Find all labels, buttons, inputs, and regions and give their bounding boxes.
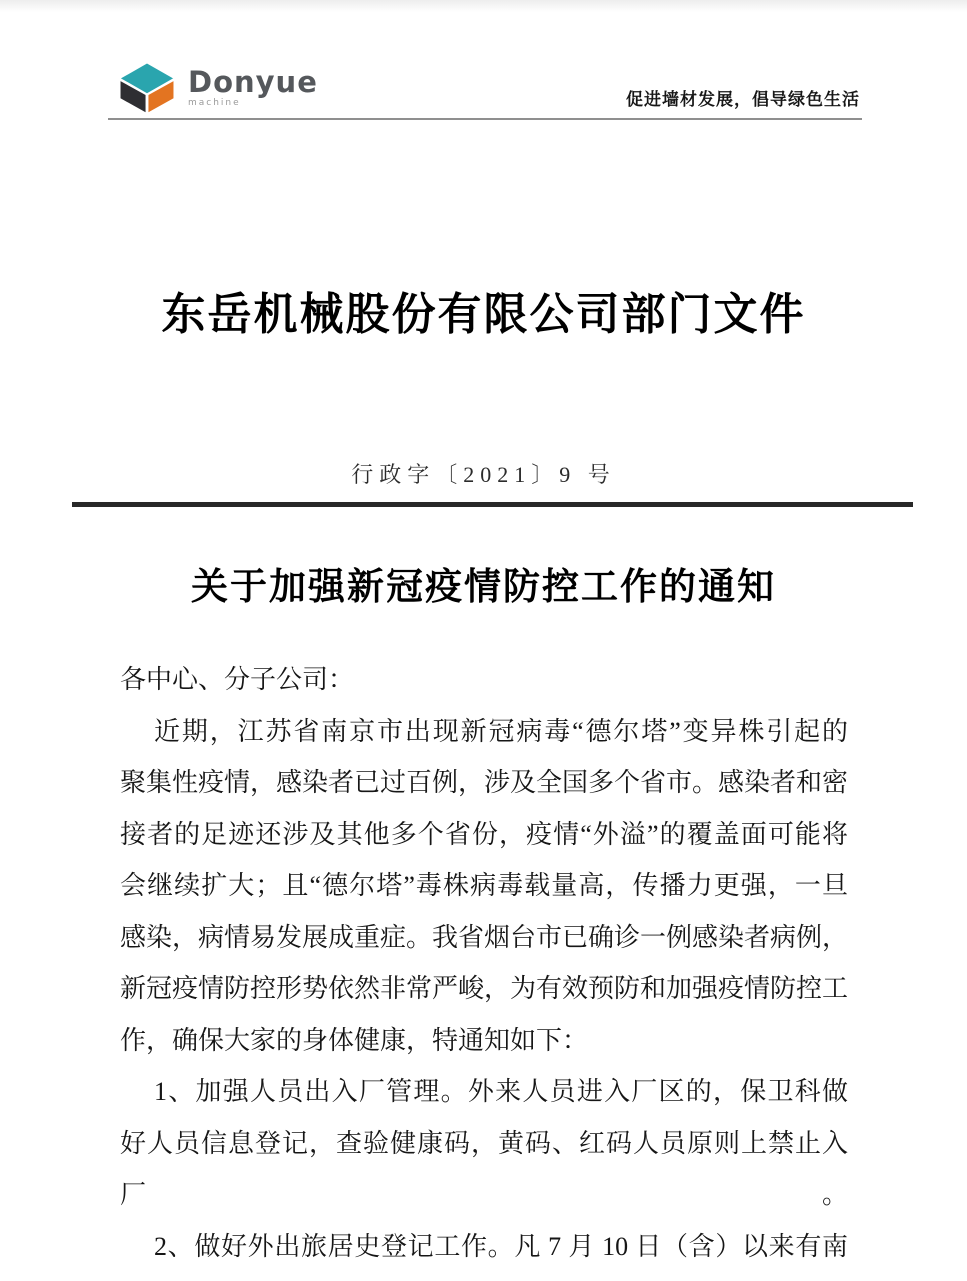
body-line: 接者的足迹还涉及其他多个省份，疫情“外溢”的覆盖面可能将 xyxy=(120,819,848,849)
brand-name: Donyue xyxy=(188,65,318,99)
body-line: 好人员信息登记，查验健康码，黄码、红码人员原则上禁止入厂。 xyxy=(120,1128,848,1209)
body-line-item-2: 2、做好外出旅居史登记工作。凡 7 月 10 日（含）以来有南 xyxy=(154,1231,848,1261)
header-slogan: 促进墙材发展，倡导绿色生活 xyxy=(626,90,860,109)
body-line: 会继续扩大；且“德尔塔”毒株病毒载量高，传播力更强，一旦 xyxy=(120,871,848,900)
body-line: 聚集性疫情，感染者已过百例，涉及全国多个省市。感染者和密 xyxy=(120,768,849,797)
body-line: 新冠疫情防控形势依然非常严峻，为有效预防和加强疫情防控工 xyxy=(120,974,849,1003)
body-line: 作，确保大家的身体健康，特通知如下： xyxy=(120,1025,589,1055)
notice-body xyxy=(120,654,848,1272)
brand-tagline: machine xyxy=(188,98,241,108)
scan-edge-shading xyxy=(0,0,967,12)
body-line: 感染，病情易发展成重症。我省烟台市已确诊一例感染者病例， xyxy=(120,922,849,952)
company-logo xyxy=(118,62,318,114)
letterhead-header xyxy=(108,58,862,120)
salutation-line: 各中心、分子公司： xyxy=(120,665,355,694)
notice-title: 关于加强新冠疫情防控工作的通知 xyxy=(191,566,776,607)
cube-logo-icon xyxy=(118,62,176,114)
logo-wordmark xyxy=(188,65,318,108)
organization-title: 东岳机械股份有限公司部门文件 xyxy=(161,290,806,339)
letterhead-divider xyxy=(72,502,913,507)
body-line-item-1: 1、加强人员出入厂管理。外来人员进入厂区的，保卫科做 xyxy=(154,1077,848,1106)
body-line: 近期，江苏省南京市出现新冠病毒“德尔塔”变异株引起的 xyxy=(154,716,848,746)
document-number: 行政字〔2021〕9 号 xyxy=(351,462,616,487)
